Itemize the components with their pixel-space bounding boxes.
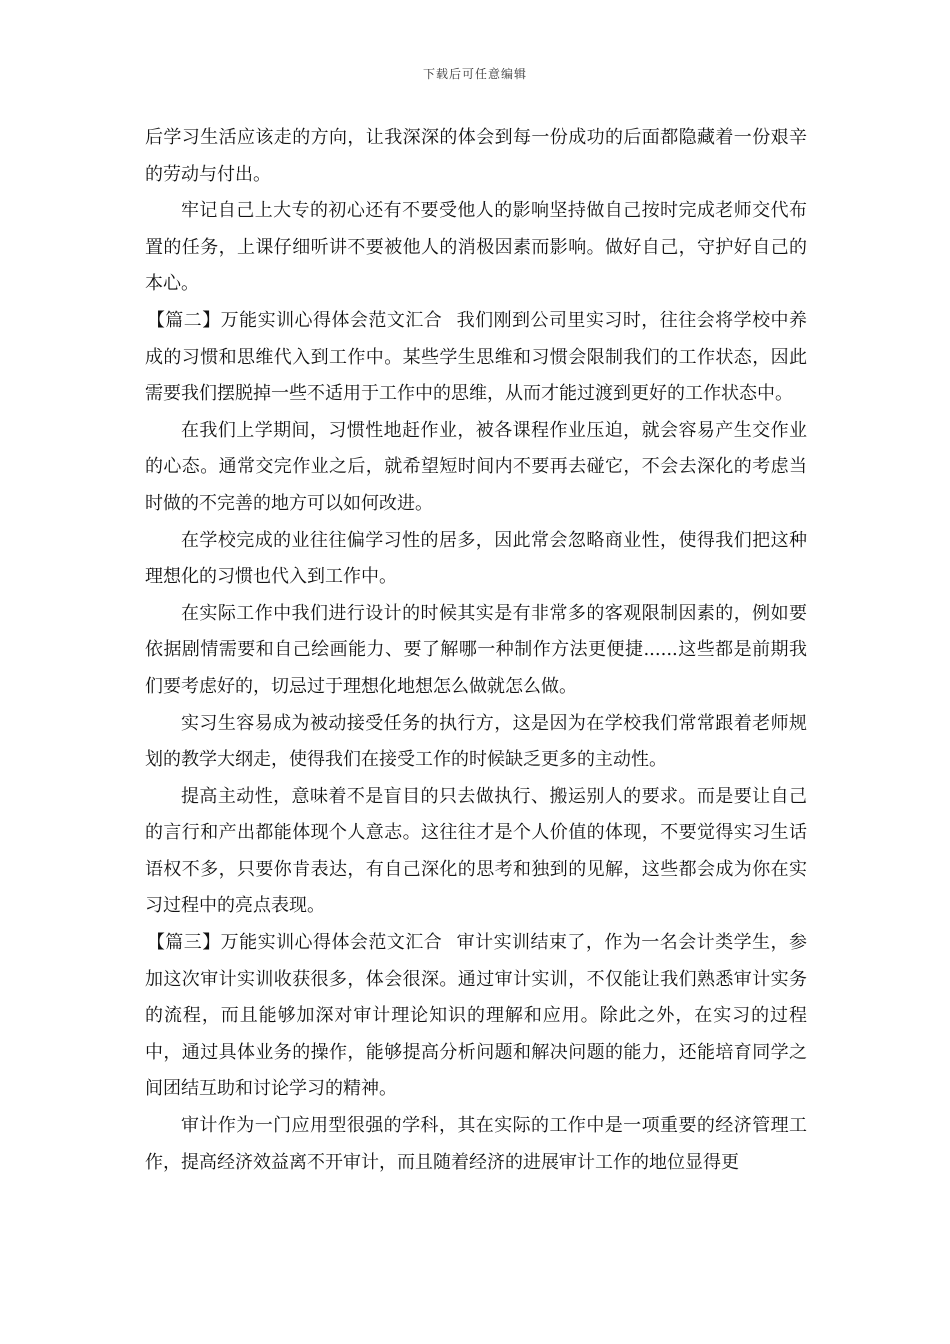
- section-label: [147, 310, 457, 331]
- paragraph: [145, 596, 807, 706]
- paragraph: [145, 706, 807, 779]
- section-heading-paragraph: [145, 925, 807, 1108]
- paragraph-text: 后学习生活应该走的方向，让我深深的体会到每一份成功的后面都隐藏着一份艰辛的劳动与付出。: [145, 127, 807, 185]
- section-label: [147, 932, 457, 953]
- paragraph-text: 牢记自己上大专的初心还有不要受他人的影响坚持做自己按时完成老师交代布置的任务，上课仔细听讲不要被他人的消极因素而影响。做好自己，守护好自己的本心。: [145, 200, 807, 295]
- section-label-text: 【篇三】万能实训心得体会范文汇合: [146, 932, 443, 954]
- paragraph-text: 提高主动性，意味着不是盲目的只去做执行、搬运别人的要求。而是要让自己的言行和产出都能体现个人意志。这往往才是个人价值的体现，不要觉得实习生话语权不多，只要你肯表达，有自己深化的思考和独到的见解，这些都会成为你在实习过程中的亮点表现。: [145, 785, 807, 917]
- paragraph: [145, 1108, 807, 1181]
- paragraph: [145, 120, 807, 193]
- paragraph-text: 我们刚到公司里实习时，往往会将学校中养成的习惯和思维代入到工作中。某些学生思维和习惯会限制我们的工作状态，因此需要我们摆脱掉一些不适用于工作中的思维，从而才能过渡到更好的工作状态中。: [145, 309, 808, 405]
- paragraph-text: 在我们上学期间，习惯性地赶作业，被各课程作业压迫，就会容易产生交作业的心态。通常交完作业之后，就希望短时间内不要再去碰它，不会去深化的考虑当时做的不完善的地方可以如何改进。: [145, 419, 807, 514]
- section-heading-paragraph: [145, 303, 807, 413]
- section-label-text: 【篇二】万能实训心得体会范文汇合: [146, 309, 443, 331]
- document-body: [145, 120, 807, 1181]
- paragraph-text: 在学校完成的业往往偏学习性的居多，因此常会忽略商业性，使得我们把这种理想化的习惯也代入到工作中。: [145, 529, 807, 588]
- paragraph: [145, 413, 807, 523]
- paragraph: [145, 523, 807, 596]
- paragraph-text: 实习生容易成为被动接受任务的执行方，这是因为在学校我们常常跟着老师规划的教学大纲走，使得我们在接受工作的时候缺乏更多的主动性。: [145, 712, 807, 771]
- paragraph-text: 在实际工作中我们进行设计的时候其实是有非常多的客观限制因素的，例如要依据剧情需要和自己绘画能力、要了解哪一种制作方法更便捷......这些都是前期我们要考虑好的，切忌过于理想化地想怎么做就怎么做。: [145, 602, 807, 697]
- page-header: 下载后可任意编辑: [422, 67, 527, 81]
- paragraph: [145, 779, 807, 925]
- paragraph: [145, 193, 807, 303]
- paragraph-text: 审计实训结束了，作为一名会计类学生，参加这次审计实训收获很多，体会很深。通过审计实训，不仅能让我们熟悉审计实务的流程，而且能够加深对审计理论知识的理解和应用。除此之外，在实习的过程中，通过具体业务的操作，能够提高分析问题和解决问题的能力，还能培育同学之间团结互助和讨论学习的精神。: [145, 932, 808, 1100]
- paragraph-text: 审计作为一门应用型很强的学科，其在实际的工作中是一项重要的经济管理工作，提高经济效益离不开审计，而且随着经济的进展审计工作的地位显得更: [145, 1115, 807, 1173]
